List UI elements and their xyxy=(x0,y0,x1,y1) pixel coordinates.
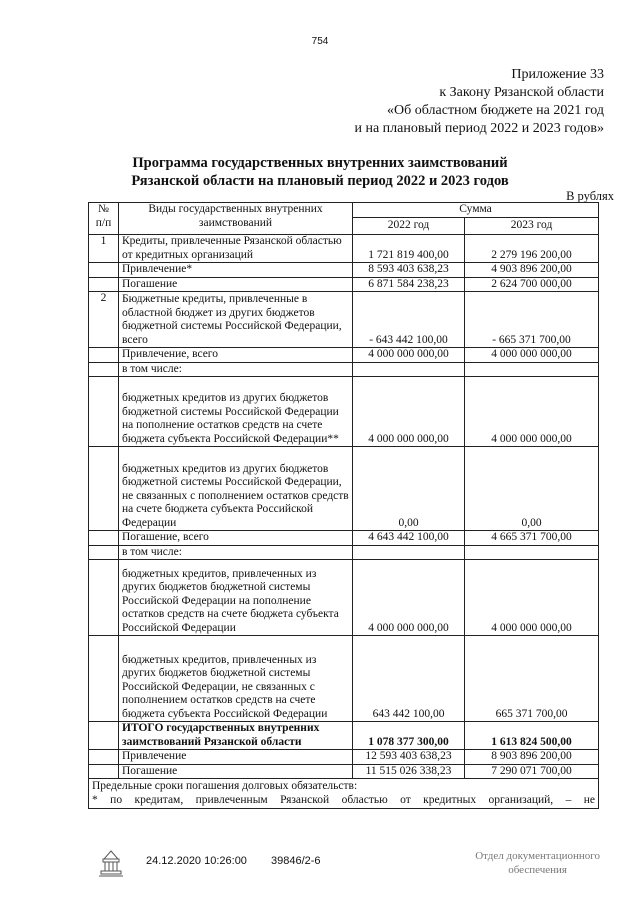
row-value-2023: - 665 371 700,00 xyxy=(465,292,599,348)
row-value-2022: 1 721 819 400,00 xyxy=(353,235,465,263)
borrowings-table xyxy=(88,202,599,809)
header-sum: Сумма xyxy=(353,203,599,218)
row-label: бюджетных кредитов из других бюджетов бюджетной системы Российской Федерации, не связанных с пополнением остатков средств на счете бюджета субъекта Российской Федерации xyxy=(119,447,353,531)
row-value-2023 xyxy=(465,362,599,377)
row-label: бюджетных кредитов, привлеченных из других бюджетов бюджетной системы Российской Федерации, не связанных с пополнением остатков средств на счете бюджета субъекта Российской Федерации xyxy=(119,636,353,722)
page-footer xyxy=(0,849,640,889)
total-num xyxy=(89,722,119,750)
row-value-2023: 2 279 196 200,00 xyxy=(465,235,599,263)
footer-department-line-1: Отдел документационного xyxy=(475,850,600,862)
row-value-2023: 4 903 896 200,00 xyxy=(465,263,599,278)
row-value-2023: 665 371 700,00 xyxy=(465,636,599,722)
table-row xyxy=(89,362,599,377)
table-row xyxy=(89,277,599,292)
header-year-2023: 2023 год xyxy=(465,218,599,235)
row-value-2023 xyxy=(465,545,599,560)
appendix-line-2: к Закону Рязанской области xyxy=(439,85,604,100)
footer-department-line-2: обеспечения xyxy=(508,864,567,876)
total-value-2023: 1 613 824 500,00 xyxy=(465,722,599,750)
row-value-2022: 0,00 xyxy=(353,447,465,531)
header-type: Виды государственных внутренних заимствований xyxy=(119,203,353,235)
row-num xyxy=(89,560,119,636)
units-label: В рублях xyxy=(566,189,614,203)
row-num: 2 xyxy=(89,292,119,348)
row-label: в том числе: xyxy=(119,362,353,377)
notes-line-1: Предельные сроки погашения долговых обязательств: xyxy=(92,780,358,792)
document-title-line-2: Рязанской области на плановый период 2022 и 2023 годов xyxy=(131,173,509,189)
row-num xyxy=(89,362,119,377)
row-num xyxy=(89,531,119,546)
emblem-icon xyxy=(96,849,126,879)
table-notes-row xyxy=(89,779,599,809)
row-num xyxy=(89,348,119,363)
table-row xyxy=(89,636,599,722)
row-label: Кредиты, привлеченные Рязанской областью от кредитных организаций xyxy=(119,235,353,263)
row-value-2023: 2 624 700 000,00 xyxy=(465,277,599,292)
row-label: Бюджетные кредиты, привлеченные в областной бюджет из других бюджетов бюджетной системы Российской Федерации, всего xyxy=(119,292,353,348)
row-value-2022: 4 000 000 000,00 xyxy=(353,377,465,447)
row-value-2023: 0,00 xyxy=(465,447,599,531)
total-in-value-2023: 8 903 896 200,00 xyxy=(465,750,599,765)
total-out-value-2022: 11 515 026 338,23 xyxy=(353,764,465,779)
row-label: бюджетных кредитов, привлеченных из других бюджетов бюджетной системы Российской Федерации на пополнение остатков средств на счете бюджета субъекта Российской Федерации xyxy=(119,560,353,636)
table-row xyxy=(89,531,599,546)
footer-datetime: 24.12.2020 10:26:00 xyxy=(146,855,247,867)
row-value-2022: - 643 442 100,00 xyxy=(353,292,465,348)
row-value-2022 xyxy=(353,362,465,377)
row-label: Привлечение* xyxy=(119,263,353,278)
table-total-in-row xyxy=(89,750,599,765)
row-label: в том числе: xyxy=(119,545,353,560)
row-num: 1 xyxy=(89,235,119,263)
row-value-2022: 4 000 000 000,00 xyxy=(353,560,465,636)
row-value-2022: 8 593 403 638,23 xyxy=(353,263,465,278)
row-label: Погашение xyxy=(119,277,353,292)
footer-doc-number: 39846/2-6 xyxy=(271,855,321,867)
appendix-block xyxy=(354,66,604,138)
table-row xyxy=(89,560,599,636)
appendix-line-3: «Об областном бюджете на 2021 год xyxy=(387,103,604,118)
table-row xyxy=(89,235,599,263)
document-title xyxy=(0,154,640,190)
total-in-value-2022: 12 593 403 638,23 xyxy=(353,750,465,765)
total-out-num xyxy=(89,764,119,779)
table-row xyxy=(89,348,599,363)
notes-line-2: * по кредитам, привлеченным Рязанской областью от кредитных организаций, – не xyxy=(92,793,596,806)
total-out-value-2023: 7 290 071 700,00 xyxy=(465,764,599,779)
total-out-label: Погашение xyxy=(119,764,353,779)
footer-department xyxy=(475,849,600,877)
row-value-2022: 643 442 100,00 xyxy=(353,636,465,722)
appendix-line-1: Приложение 33 xyxy=(511,67,604,82)
row-num xyxy=(89,277,119,292)
row-num xyxy=(89,263,119,278)
row-value-2023: 4 000 000 000,00 xyxy=(465,377,599,447)
row-label: бюджетных кредитов из других бюджетов бюджетной системы Российской Федерации на пополнение остатков средств на счете бюджета субъекта Российской Федерации** xyxy=(119,377,353,447)
row-value-2023: 4 000 000 000,00 xyxy=(465,560,599,636)
total-in-label: Привлечение xyxy=(119,750,353,765)
total-value-2022: 1 078 377 300,00 xyxy=(353,722,465,750)
header-num: № п/п xyxy=(89,203,119,235)
table-row xyxy=(89,292,599,348)
row-label: Погашение, всего xyxy=(119,531,353,546)
table-total-row xyxy=(89,722,599,750)
header-year-2022: 2022 год xyxy=(353,218,465,235)
table-row xyxy=(89,447,599,531)
table-header-row xyxy=(89,203,599,218)
table-row xyxy=(89,263,599,278)
row-value-2023: 4 665 371 700,00 xyxy=(465,531,599,546)
row-num xyxy=(89,377,119,447)
row-label: Привлечение, всего xyxy=(119,348,353,363)
table-row xyxy=(89,377,599,447)
notes-cell xyxy=(89,779,599,809)
row-value-2022: 4 000 000 000,00 xyxy=(353,348,465,363)
document-title-line-1: Программа государственных внутренних заимствований xyxy=(132,155,508,171)
table-total-out-row xyxy=(89,764,599,779)
appendix-line-4: и на плановый период 2022 и 2023 годов» xyxy=(354,121,604,136)
row-value-2023: 4 000 000 000,00 xyxy=(465,348,599,363)
total-in-num xyxy=(89,750,119,765)
row-num xyxy=(89,545,119,560)
row-value-2022: 4 643 442 100,00 xyxy=(353,531,465,546)
row-value-2022: 6 871 584 238,23 xyxy=(353,277,465,292)
row-num xyxy=(89,636,119,722)
total-label: ИТОГО государственных внутренних заимствований Рязанской области xyxy=(119,722,353,750)
row-num xyxy=(89,447,119,531)
table-row xyxy=(89,545,599,560)
page-number: 754 xyxy=(311,36,329,47)
row-value-2022 xyxy=(353,545,465,560)
